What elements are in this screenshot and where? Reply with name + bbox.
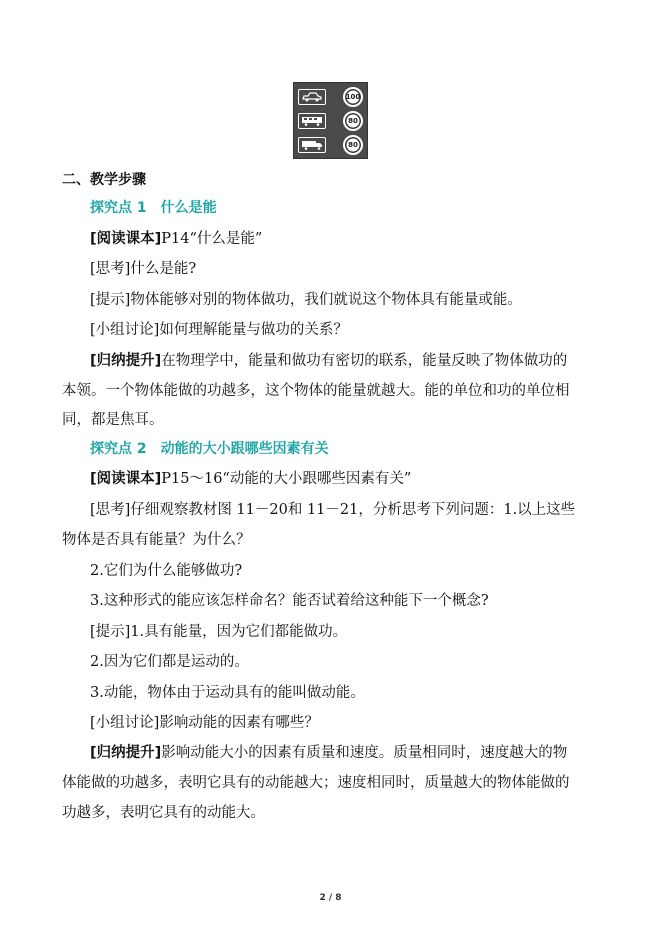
point2-think-line2: 物体是否具有能量？为什么？ bbox=[62, 532, 251, 548]
point2-summary-line3: 功越多，表明它具有的动能大。 bbox=[62, 805, 265, 821]
point2-think-line1 bbox=[90, 499, 630, 521]
sign-row-bus bbox=[298, 111, 363, 131]
point2-hint3: 3.动能，物体由于运动具有的能叫做动能。 bbox=[90, 685, 365, 701]
sign-row-truck bbox=[298, 135, 363, 155]
page-number: 2 / 8 bbox=[319, 893, 342, 903]
point1-summary-line1 bbox=[90, 350, 630, 372]
think-tag: [思考] bbox=[90, 261, 131, 277]
point2-question3: 3.这种形式的能应该怎样命名？能否试着给这种能下一个概念? bbox=[90, 593, 489, 609]
sign-row-car bbox=[298, 87, 363, 107]
think-tag: [思考] bbox=[90, 502, 131, 518]
point2-title: 探究点 2 动能的大小跟哪些因素有关 bbox=[90, 441, 329, 457]
read-text: P14“什么是能” bbox=[161, 231, 263, 247]
speed-limit-80-truck: 80 bbox=[343, 135, 363, 155]
point2-hint2: 2.因为它们都是运动的。 bbox=[90, 654, 249, 670]
point1-hint bbox=[90, 289, 630, 311]
hint-tag: [提示] bbox=[90, 292, 131, 308]
discuss-tag: [小组讨论] bbox=[90, 715, 160, 731]
read-text: P15～16“动能的大小跟哪些因素有关” bbox=[161, 471, 412, 487]
point2-summary-line1 bbox=[90, 742, 630, 764]
point1-read bbox=[90, 228, 630, 250]
hint-text-1: 1.具有能量，因为它们都能做功。 bbox=[130, 624, 348, 640]
point1-summary-line3: 同，都是焦耳。 bbox=[62, 412, 164, 428]
speed-limit-80-bus: 80 bbox=[343, 111, 363, 131]
discuss-tag: [小组讨论] bbox=[90, 322, 160, 338]
summary-tag: [归纳提升] bbox=[90, 745, 162, 761]
think-text: 什么是能? bbox=[130, 261, 197, 277]
discuss-text: 如何理解能量与做功的关系？ bbox=[159, 322, 348, 338]
point2-discuss bbox=[90, 712, 630, 734]
read-tag: [阅读课本] bbox=[90, 231, 162, 247]
car-icon bbox=[298, 89, 326, 105]
summary-text-1: 影响动能大小的因素有质量和速度。质量相同时，速度越大的物 bbox=[161, 745, 568, 761]
point2-read bbox=[90, 468, 630, 490]
point2-hint1 bbox=[90, 621, 630, 643]
hint-tag: [提示] bbox=[90, 624, 131, 640]
point1-summary-line2: 本领。一个物体能做的功越多，这个物体的能量就越大。能的单位和功的单位相 bbox=[62, 383, 570, 399]
point1-discuss bbox=[90, 319, 630, 341]
summary-text-1: 在物理学中，能量和做功有密切的联系，能量反映了物体做功的 bbox=[161, 353, 568, 369]
summary-tag: [归纳提升] bbox=[90, 353, 162, 369]
truck-icon bbox=[298, 137, 326, 153]
section-title: 二、教学步骤 bbox=[62, 172, 146, 188]
discuss-text: 影响动能的因素有哪些？ bbox=[159, 715, 319, 731]
hint-text: 物体能够对别的物体做功，我们就说这个物体具有能量或能。 bbox=[130, 292, 522, 308]
speed-limit-100: 100 bbox=[343, 87, 363, 107]
speed-limit-sign-figure bbox=[293, 82, 368, 159]
point2-question2: 2.它们为什么能够做功? bbox=[90, 563, 243, 579]
bus-icon bbox=[298, 113, 326, 129]
point1-think bbox=[90, 258, 630, 280]
point1-title: 探究点 1 什么是能 bbox=[90, 200, 217, 216]
think-text-1: 仔细观察教材图 11－20和 11－21，分析思考下列问题：1.以上这些 bbox=[130, 502, 576, 518]
point2-summary-line2: 体能做的功越多，表明它具有的动能越大；速度相同时，质量越大的物体能做的 bbox=[62, 775, 570, 791]
read-tag: [阅读课本] bbox=[90, 471, 162, 487]
